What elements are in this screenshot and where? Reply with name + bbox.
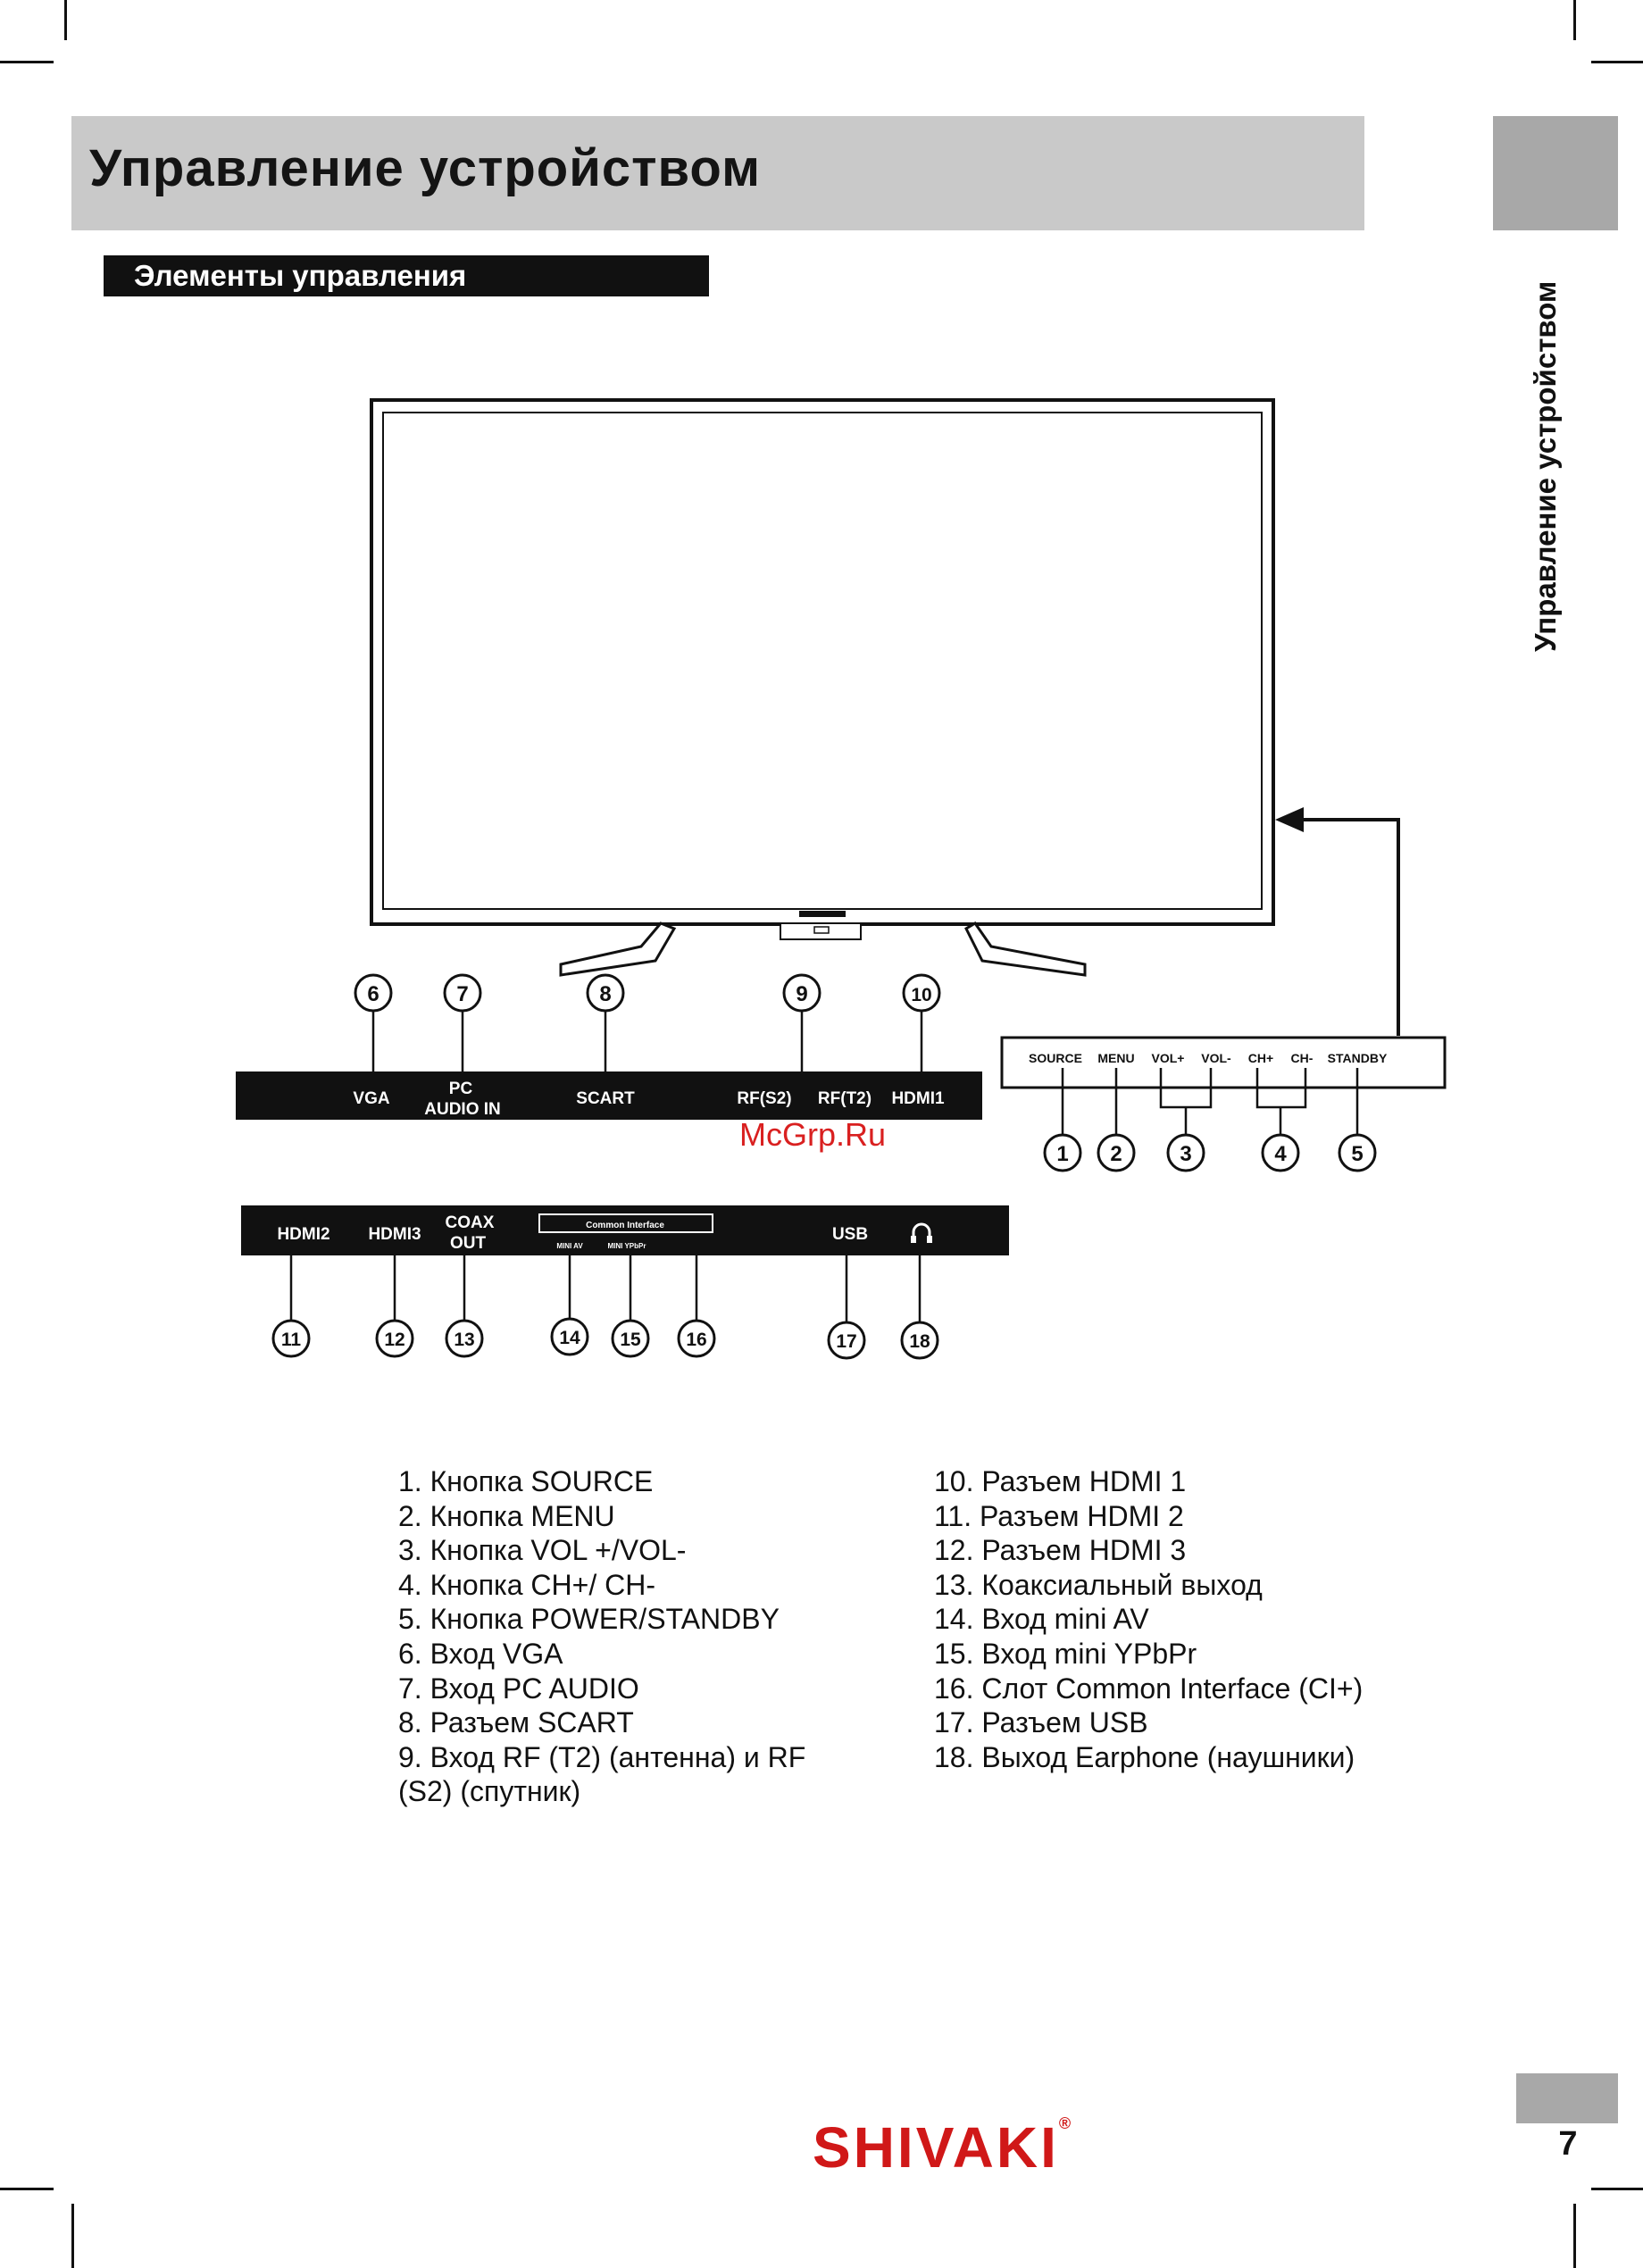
page-title: Управление устройством [89, 139, 761, 197]
standby-button-label: STANDBY [1327, 1051, 1388, 1065]
legend-item: 4. Кнопка CH+/ CH- [398, 1568, 655, 1601]
brand-logo [813, 2114, 1152, 2180]
legend-item: 7. Вход PC AUDIO [398, 1672, 639, 1705]
scart-port-label: SCART [576, 1089, 635, 1108]
legend-item: 8. Разъем SCART [398, 1706, 634, 1739]
audio-in-port-label: AUDIO IN [424, 1100, 501, 1119]
callout-7: 7 [456, 982, 469, 1006]
callout-5: 5 [1351, 1142, 1364, 1166]
pc-port-label: PC [448, 1080, 473, 1098]
bottom-panel [241, 1205, 1009, 1358]
rf-s2-port-label: RF(S2) [737, 1089, 792, 1108]
legend-item: 11. Разъем HDMI 2 [934, 1499, 1184, 1532]
crop-mark [71, 2204, 74, 2268]
rf-t2-port-label: RF(T2) [817, 1089, 872, 1108]
common-interface-slot-label: Common Interface [586, 1221, 664, 1230]
callout-11: 11 [280, 1330, 302, 1350]
side-button-panel [1002, 1038, 1445, 1171]
crop-mark [1573, 2204, 1576, 2268]
callout-4: 4 [1274, 1142, 1287, 1166]
ch-up-button-label: CH+ [1247, 1051, 1274, 1065]
side-tab-label: Управление устройством [1529, 280, 1562, 652]
legend-item: 18. Выход Earphone (наушники) [934, 1740, 1355, 1773]
section-title: Элементы управления [134, 259, 467, 292]
legend-left [398, 1464, 863, 1809]
hdmi3-port-label: HDMI3 [368, 1225, 421, 1244]
coax-port-label: COAX [445, 1213, 495, 1232]
page-number: 7 [1558, 2125, 1578, 2163]
usb-port-label: USB [831, 1225, 869, 1244]
callout-6: 6 [367, 982, 379, 1006]
watermark: McGrp.Ru [739, 1116, 887, 1153]
vga-port-label: VGA [353, 1089, 390, 1108]
legend-item: 1. Кнопка SOURCE [398, 1465, 654, 1497]
menu-button-label: MENU [1097, 1051, 1135, 1065]
legend-item: 17. Разъем USB [934, 1706, 1148, 1739]
callout-17: 17 [836, 1331, 857, 1352]
callout-14: 14 [559, 1328, 580, 1348]
legend-item: 12. Разъем HDMI 3 [934, 1534, 1187, 1567]
legend-item: 9. Вход RF (T2) (антенна) и RF (S2) (спутник) [398, 1740, 806, 1808]
callout-16: 16 [686, 1330, 707, 1350]
hdmi1-port-label: HDMI1 [891, 1089, 945, 1108]
callout-18: 18 [909, 1331, 930, 1352]
legend-item: 6. Вход VGA [398, 1637, 563, 1670]
page-tab [1516, 2073, 1618, 2123]
rear-panel [236, 975, 982, 1120]
tv-front [371, 400, 1273, 975]
vol-down-button-label: VOL- [1201, 1051, 1231, 1065]
callout-15: 15 [620, 1330, 641, 1350]
hdmi2-port-label: HDMI2 [277, 1225, 330, 1244]
callout-10: 10 [911, 985, 932, 1005]
callout-3: 3 [1180, 1142, 1192, 1166]
callout-12: 12 [384, 1330, 405, 1350]
vol-up-button-label: VOL+ [1151, 1051, 1185, 1065]
legend-item: 10. Разъем HDMI 1 [934, 1465, 1187, 1497]
brand-name: SHIVAKI [813, 2115, 1059, 2180]
coax-out-port-label: OUT [449, 1234, 487, 1253]
legend-item: 15. Вход mini YPbPr [934, 1637, 1197, 1670]
legend-item: 16. Слот Common Interface (CI+) [934, 1672, 1364, 1705]
mini-av-port-label: MINI AV [556, 1242, 583, 1250]
mini-ypbpr-port-label: MINI YPbPr [607, 1242, 646, 1250]
legend-item: 3. Кнопка VOL +/VOL- [398, 1534, 687, 1567]
crop-mark [1591, 2188, 1643, 2190]
callout-9: 9 [796, 982, 808, 1006]
legend-item: 14. Вход mini AV [934, 1603, 1149, 1636]
crop-mark [0, 2188, 54, 2190]
callout-2: 2 [1110, 1142, 1122, 1166]
callout-1: 1 [1056, 1142, 1069, 1166]
legend-right [934, 1464, 1434, 1774]
callout-8: 8 [599, 982, 612, 1006]
side-panel-arrow [1275, 807, 1398, 1036]
callout-13: 13 [454, 1330, 475, 1350]
legend-item: 13. Коаксиальный выход [934, 1568, 1263, 1601]
legend-item: 5. Кнопка POWER/STANDBY [398, 1603, 780, 1636]
ch-down-button-label: CH- [1290, 1051, 1314, 1065]
registered-mark: ® [1058, 2114, 1072, 2132]
legend-item: 2. Кнопка MENU [398, 1499, 615, 1532]
source-button-label: SOURCE [1029, 1051, 1082, 1065]
